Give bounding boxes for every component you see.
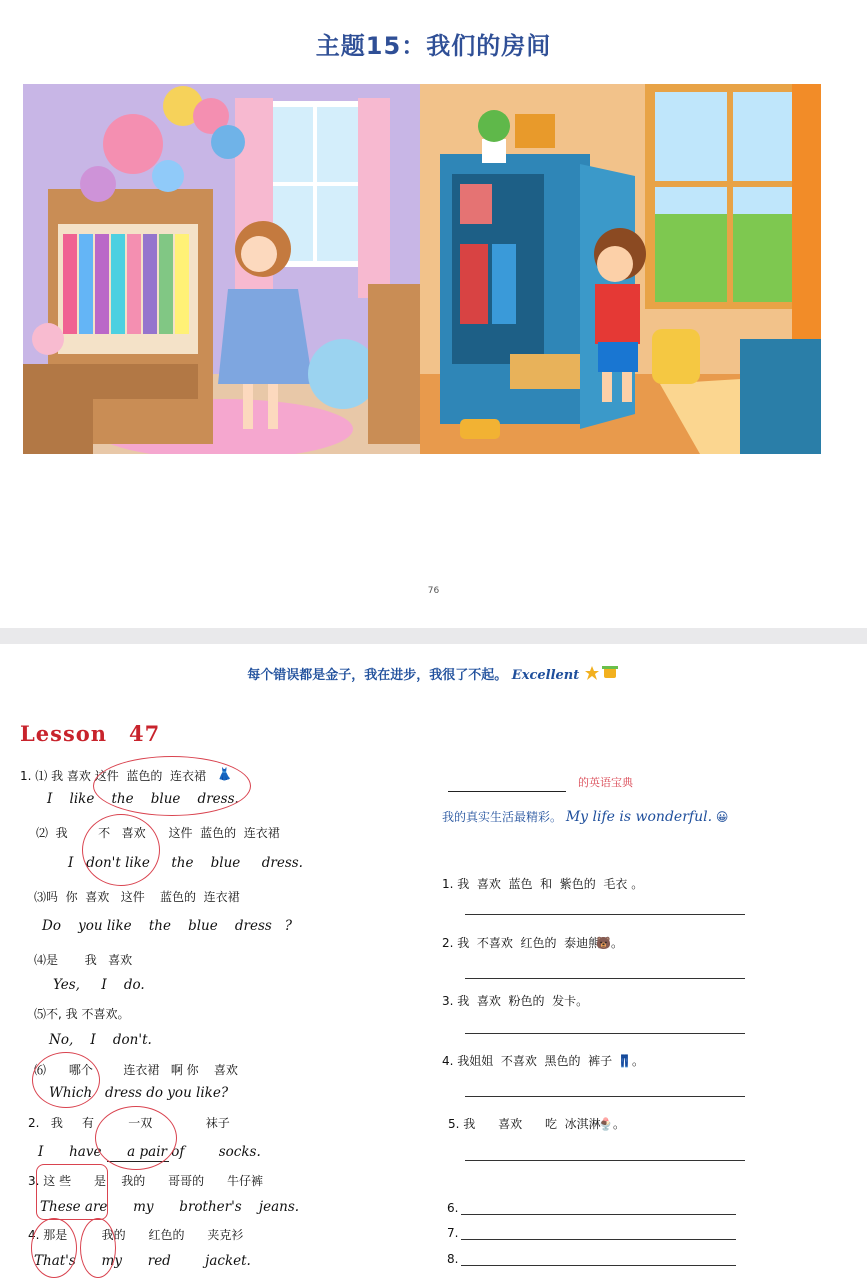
motto-excellent: Excellent [511,668,580,683]
ice-cream-icon: 🍨。 [598,1117,625,1131]
red-box-annotation [36,1164,108,1220]
answer-line-8[interactable] [461,1265,736,1266]
star-trophy-icon [584,665,620,681]
answer-line-5[interactable] [465,1160,745,1161]
line-7-english: I have a pair of socks. [38,1144,261,1160]
lesson-title: Lesson 47 [20,721,161,746]
girl-room-illustration [23,84,420,454]
exercise-8-number: 8. [447,1252,459,1266]
motto-text: 每个错误都是金子，我在进步，我很了不起。 [247,668,508,683]
line-5-english: No, I don't. [49,1032,152,1048]
page-title: 主题15：我们的房间 [315,32,552,60]
answer-line-7[interactable] [461,1239,736,1240]
red-circle-annotation [95,1106,177,1170]
answer-line-1[interactable] [465,914,745,915]
line-8-chinese: 3. 这 些 是 我的 哥哥的 牛仔裤 [28,1174,263,1188]
line-6-english: Which dress do you like? [49,1085,229,1101]
page-lesson-47 [0,644,867,1280]
line-4-chinese: ⑷是 我 喜欢 [34,953,133,967]
line-5-chinese: ⑸不, 我 不喜欢。 [34,1007,130,1021]
dress-icon: 👗 [217,767,232,781]
line-1-chinese: 1. ⑴ 我 喜欢 这件 蓝色的 连衣裙 [20,769,206,783]
exercise-1: 1. 我 喜欢 蓝色 和 紫色的 毛衣 。 [442,877,644,891]
line-3-chinese: ⑶吗 你 喜欢 这件 蓝色的 连衣裙 [34,890,240,904]
line-8-english: These are my brother's jeans. [40,1199,300,1215]
exercise-6-number: 6. [447,1201,459,1215]
name-blank-line[interactable] [448,791,566,792]
red-circle-annotation [82,814,160,886]
exercise-4: 4. 我姐姐 不喜欢 黑色的 裤子 [442,1054,613,1068]
red-circle-annotation [80,1218,116,1278]
line-4-english: Yes, I do. [53,977,145,993]
motto [0,664,867,683]
line-1-english: I like the blue dress. [47,791,239,807]
exercise-2: 2. 我 不喜欢 红色的 泰迪熊 [442,936,601,950]
answer-line-3[interactable] [465,1033,745,1034]
trousers-icon: 👖。 [617,1054,644,1068]
smile-emoji-icon: 😀 [715,810,729,824]
exercise-5: 5. 我 喜欢 吃 冰淇淋 [448,1117,601,1131]
red-circle-annotation [31,1218,77,1278]
line-2-chinese: ⑵ 我 不 喜欢 这件 蓝色的 连衣裙 [36,826,280,840]
line-6-chinese: ⑹ 哪个 连衣裙 啊 你 喜欢 [34,1063,238,1077]
line-9-chinese: 4. 那是 我的 红色的 夹克衫 [28,1228,244,1242]
line-3-english: Do you like the blue dress ? [42,918,292,934]
red-circle-annotation [32,1052,100,1108]
line-7-chinese: 2. 我 有 一双 袜子 [28,1116,230,1130]
line-2-english: I don't like the blue dress. [68,855,303,871]
answer-line-2[interactable] [465,978,745,979]
notebook-heading: 的英语宝典 [578,776,633,789]
life-sentence-chinese: 我的真实生活最精彩。 [442,810,563,824]
line-9-english: That's my red jacket. [34,1253,251,1269]
exercise-7-number: 7. [447,1226,459,1240]
teddy-bear-icon: 🐻。 [596,936,623,950]
exercise-3: 3. 我 喜欢 粉色的 发卡。 [442,994,589,1008]
life-sentence [442,808,728,825]
answer-line-4[interactable] [465,1096,745,1097]
page-76 [0,0,867,628]
page-number: 76 [427,586,440,596]
answer-line-6[interactable] [461,1214,736,1215]
boy-room-illustration [420,84,821,454]
life-sentence-english: My life is wonderful. [565,809,713,825]
red-circle-annotation [93,756,251,816]
